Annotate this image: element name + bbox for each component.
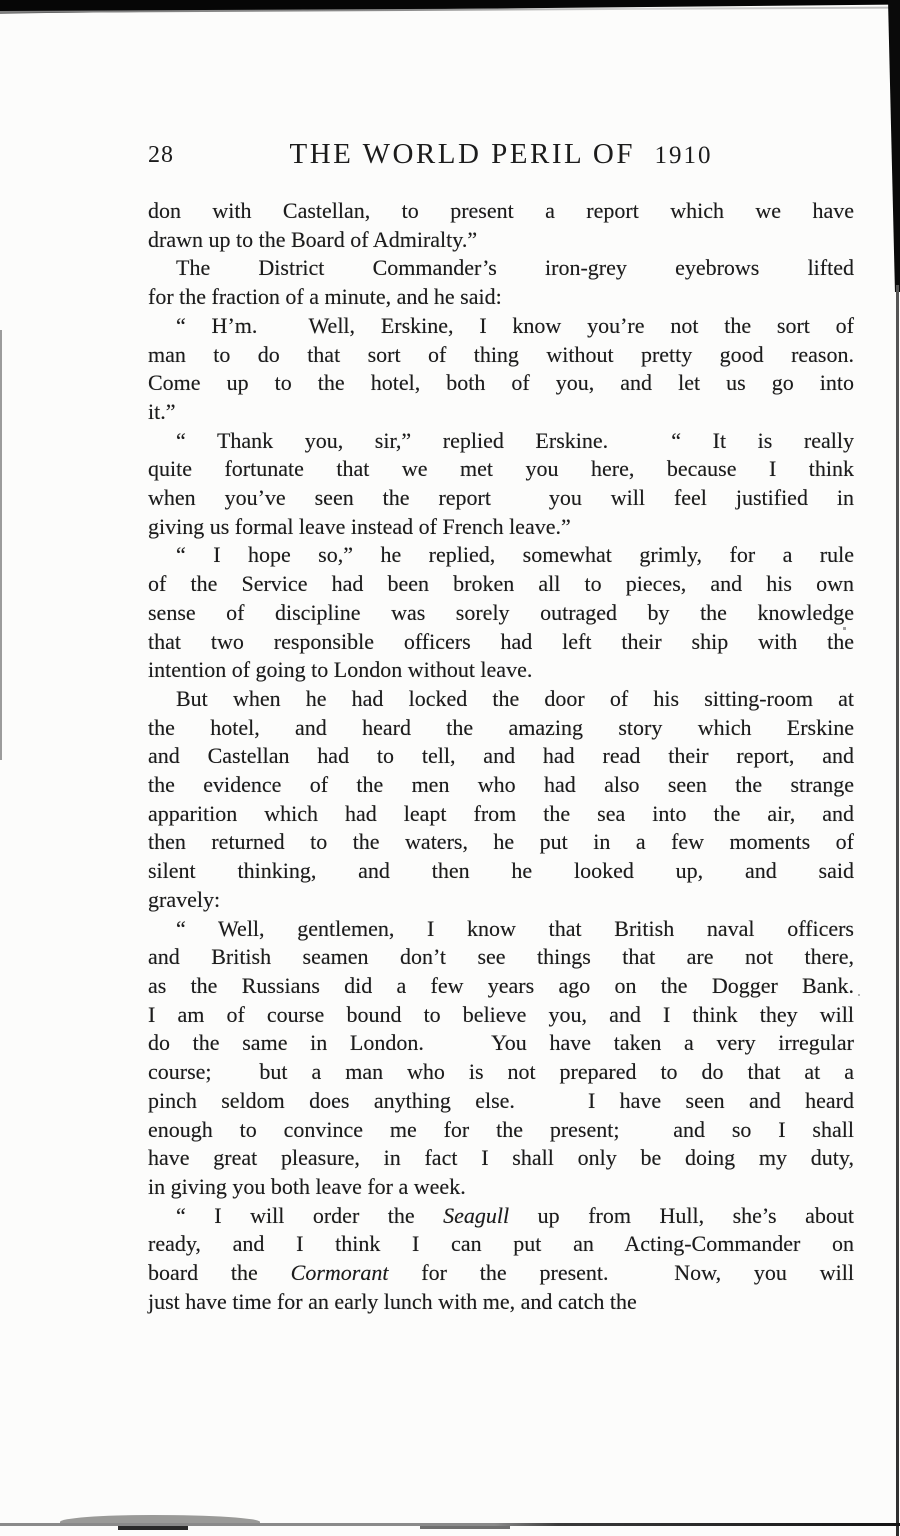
text-line: I am of course bound to believe you, and I think they will: [148, 1001, 854, 1027]
text-line: “ I hope so,” he replied, somewhat grimly, for a rule: [176, 542, 854, 568]
paragraph: [148, 254, 854, 311]
text-line: do the same in London. You have taken a very irregular: [148, 1030, 854, 1056]
running-header: [148, 138, 854, 172]
text-line: the hotel, and heard the amazing story which Erskine: [148, 714, 854, 740]
text-line: man to do that sort of thing without pretty good reason.: [148, 341, 854, 367]
running-title-year: 1910: [654, 142, 713, 169]
text-line: intention of going to London without leave.: [148, 657, 533, 683]
text-line: have great pleasure, in fact I shall only be doing my duty,: [148, 1145, 854, 1171]
text-line: gravely:: [148, 886, 221, 912]
text-line: pinch seldom does anything else. I have seen and heard: [148, 1087, 854, 1113]
text-line: enough to convince me for the present; and so I shall: [148, 1116, 854, 1142]
paragraph: [148, 197, 854, 254]
text-line: “ H’m. Well, Erskine, I know you’re not the sort of: [176, 312, 854, 338]
text-line: of the Service had been broken all to pieces, and his own: [148, 571, 854, 597]
text-line: Come up to the hotel, both of you, and let us go into: [148, 370, 854, 396]
text-line: in giving you both leave for a week.: [148, 1173, 466, 1199]
text-line: The District Commander’s iron-grey eyebrows lifted: [176, 255, 854, 281]
text-line: then returned to the waters, he put in a few moments of: [148, 829, 854, 855]
scan-artifact-bottom-dash: [118, 1526, 188, 1530]
text-line: as the Russians did a few years ago on the Dogger Bank.: [148, 972, 854, 998]
paragraph: [148, 312, 854, 427]
italic-ship-name: Cormorant: [290, 1260, 389, 1286]
text-line: drawn up to the Board of Admiralty.”: [148, 226, 478, 252]
text-line: and British seamen don’t see things that are not there,: [148, 944, 854, 970]
text-line: “ Thank you, sir,” replied Erskine. “ It is really: [176, 427, 854, 453]
running-title-text: THE WORLD PERIL OF: [289, 138, 635, 170]
text-line: apparition which had leapt from the sea into the air, and: [148, 800, 854, 826]
paragraph: [148, 685, 854, 915]
paragraph: [148, 541, 854, 685]
text-line: the evidence of the men who had also seen the strange: [148, 772, 854, 798]
paragraph: [148, 915, 854, 1202]
text-line: don with Castellan, to present a report which we have: [148, 198, 854, 223]
text-line: and Castellan had to tell, and had read their report, and: [148, 743, 854, 769]
text-line: for the fraction of a minute, and he said:: [148, 284, 502, 310]
text-line: “ I will order the Seagull up from Hull, she’s about: [176, 1202, 854, 1228]
scan-artifact-left-line: [0, 330, 2, 760]
page-body: [148, 197, 854, 1316]
text-line: ready, and I think I can put an Acting-Commander on: [148, 1231, 854, 1257]
text-line: course; but a man who is not prepared to do that at a: [148, 1059, 854, 1085]
italic-ship-name: Seagull: [443, 1202, 510, 1228]
text-line: quite fortunate that we met you here, because I think: [148, 456, 854, 482]
text-line: board the Cormorant for the present. Now, you will: [148, 1260, 854, 1286]
scan-artifact-right-line: [896, 285, 899, 1536]
paragraph: [148, 1202, 854, 1317]
text-line: silent thinking, and then he looked up, and said: [148, 858, 854, 884]
text-line: sense of discipline was sorely outraged by the knowledge: [148, 599, 854, 625]
text-line: it.”: [148, 398, 176, 424]
text-line: But when he had locked the door of his sitting-room at: [176, 685, 854, 711]
scan-artifact-speck: [858, 994, 860, 996]
text-line: giving us formal leave instead of French leave.”: [148, 513, 571, 539]
scan-artifact-right-edge: [888, 0, 900, 292]
page-title: [148, 138, 854, 171]
text-line: that two responsible officers had left their ship with the: [148, 628, 854, 654]
page-number: 28: [148, 142, 174, 168]
scan-artifact-bottom-dash: [420, 1526, 510, 1529]
text-line: “ Well, gentlemen, I know that British naval officers: [176, 915, 854, 941]
text-line: when you’ve seen the report you will feel justified in: [148, 485, 854, 511]
paragraph: [148, 427, 854, 542]
text-line: just have time for an early lunch with me, and catch the: [148, 1288, 637, 1314]
